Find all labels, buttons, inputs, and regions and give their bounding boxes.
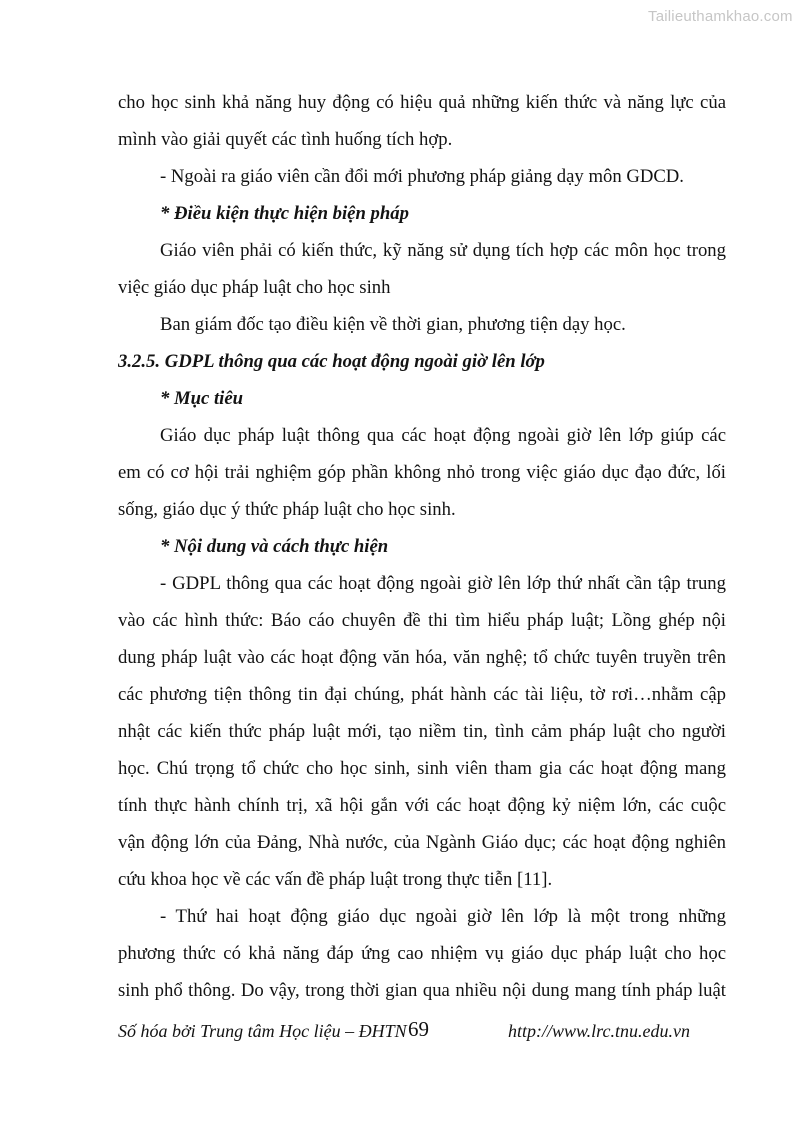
text-line: sinh phổ thông. Do vậy, trong thời gian qua nhiều nội dung mang tính pháp luật bbox=[118, 980, 726, 1001]
text-line: cho học sinh khả năng huy động có hiệu quả những kiến thức và năng lực của bbox=[118, 92, 726, 113]
text-line: mình vào giải quyết các tình huống tích hợp. bbox=[118, 129, 453, 150]
text-line: tính thực hành chính trị, xã hội gắn với các hoạt động kỷ niệm lớn, các cuộc bbox=[118, 795, 726, 816]
text-line: - Ngoài ra giáo viên cần đổi mới phương pháp giảng dạy môn GDCD. bbox=[160, 166, 684, 187]
heading-line: 3.2.5. GDPL thông qua các hoạt động ngoài giờ lên lớp bbox=[118, 351, 545, 372]
text-line: Giáo viên phải có kiến thức, kỹ năng sử dụng tích hợp các môn học trong bbox=[160, 240, 726, 261]
footer-digitized-note: Số hóa bởi Trung tâm Học liệu – ĐHTN bbox=[118, 1021, 407, 1041]
heading-line: * Điều kiện thực hiện biện pháp bbox=[160, 203, 409, 224]
text-line: - GDPL thông qua các hoạt động ngoài giờ lên lớp thứ nhất cần tập trung bbox=[160, 573, 726, 594]
text-line: học. Chú trọng tổ chức cho học sinh, sinh viên tham gia các hoạt động mang bbox=[118, 758, 726, 779]
text-line: - Thứ hai hoạt động giáo dục ngoài giờ lên lớp là một trong những bbox=[160, 906, 726, 927]
footer-url: http://www.lrc.tnu.edu.vn bbox=[508, 1021, 690, 1041]
heading-line: * Mục tiêu bbox=[160, 388, 244, 409]
text-line: Giáo dục pháp luật thông qua các hoạt động ngoài giờ lên lớp giúp các bbox=[160, 425, 726, 446]
text-line: việc giáo dục pháp luật cho học sinh bbox=[118, 277, 391, 298]
watermark-text: Tailieuthamkhao.com bbox=[648, 8, 793, 25]
document-body bbox=[118, 84, 726, 1009]
text-line: Ban giám đốc tạo điều kiện về thời gian, phương tiện dạy học. bbox=[160, 314, 626, 335]
text-line: vận động lớn của Đảng, Nhà nước, của Ngành Giáo dục; các hoạt động nghiên bbox=[118, 832, 726, 853]
text-line: các phương tiện thông tin đại chúng, phát hành các tài liệu, tờ rơi…nhằm cập bbox=[118, 684, 726, 705]
text-line: sống, giáo dục ý thức pháp luật cho học sinh. bbox=[118, 499, 456, 520]
text-line: cứu khoa học về các vấn đề pháp luật trong thực tiễn [11]. bbox=[118, 869, 553, 890]
page-footer bbox=[118, 1014, 726, 1048]
text-line: vào các hình thức: Báo cáo chuyên đề thi tìm hiểu pháp luật; Lồng ghép nội bbox=[118, 610, 726, 631]
page-number: 69 bbox=[408, 1017, 429, 1041]
text-line: nhật các kiến thức pháp luật mới, tạo niềm tin, tình cảm pháp luật cho người bbox=[118, 721, 726, 742]
heading-line: * Nội dung và cách thực hiện bbox=[160, 536, 389, 557]
text-line: phương thức có khả năng đáp ứng cao nhiệm vụ giáo dục pháp luật cho học bbox=[118, 943, 726, 964]
text-line: dung pháp luật vào các hoạt động văn hóa, văn nghệ; tổ chức tuyên truyền trên bbox=[118, 647, 726, 668]
text-line: em có cơ hội trải nghiệm góp phần không nhỏ trong việc giáo dục đạo đức, lối bbox=[118, 462, 726, 483]
